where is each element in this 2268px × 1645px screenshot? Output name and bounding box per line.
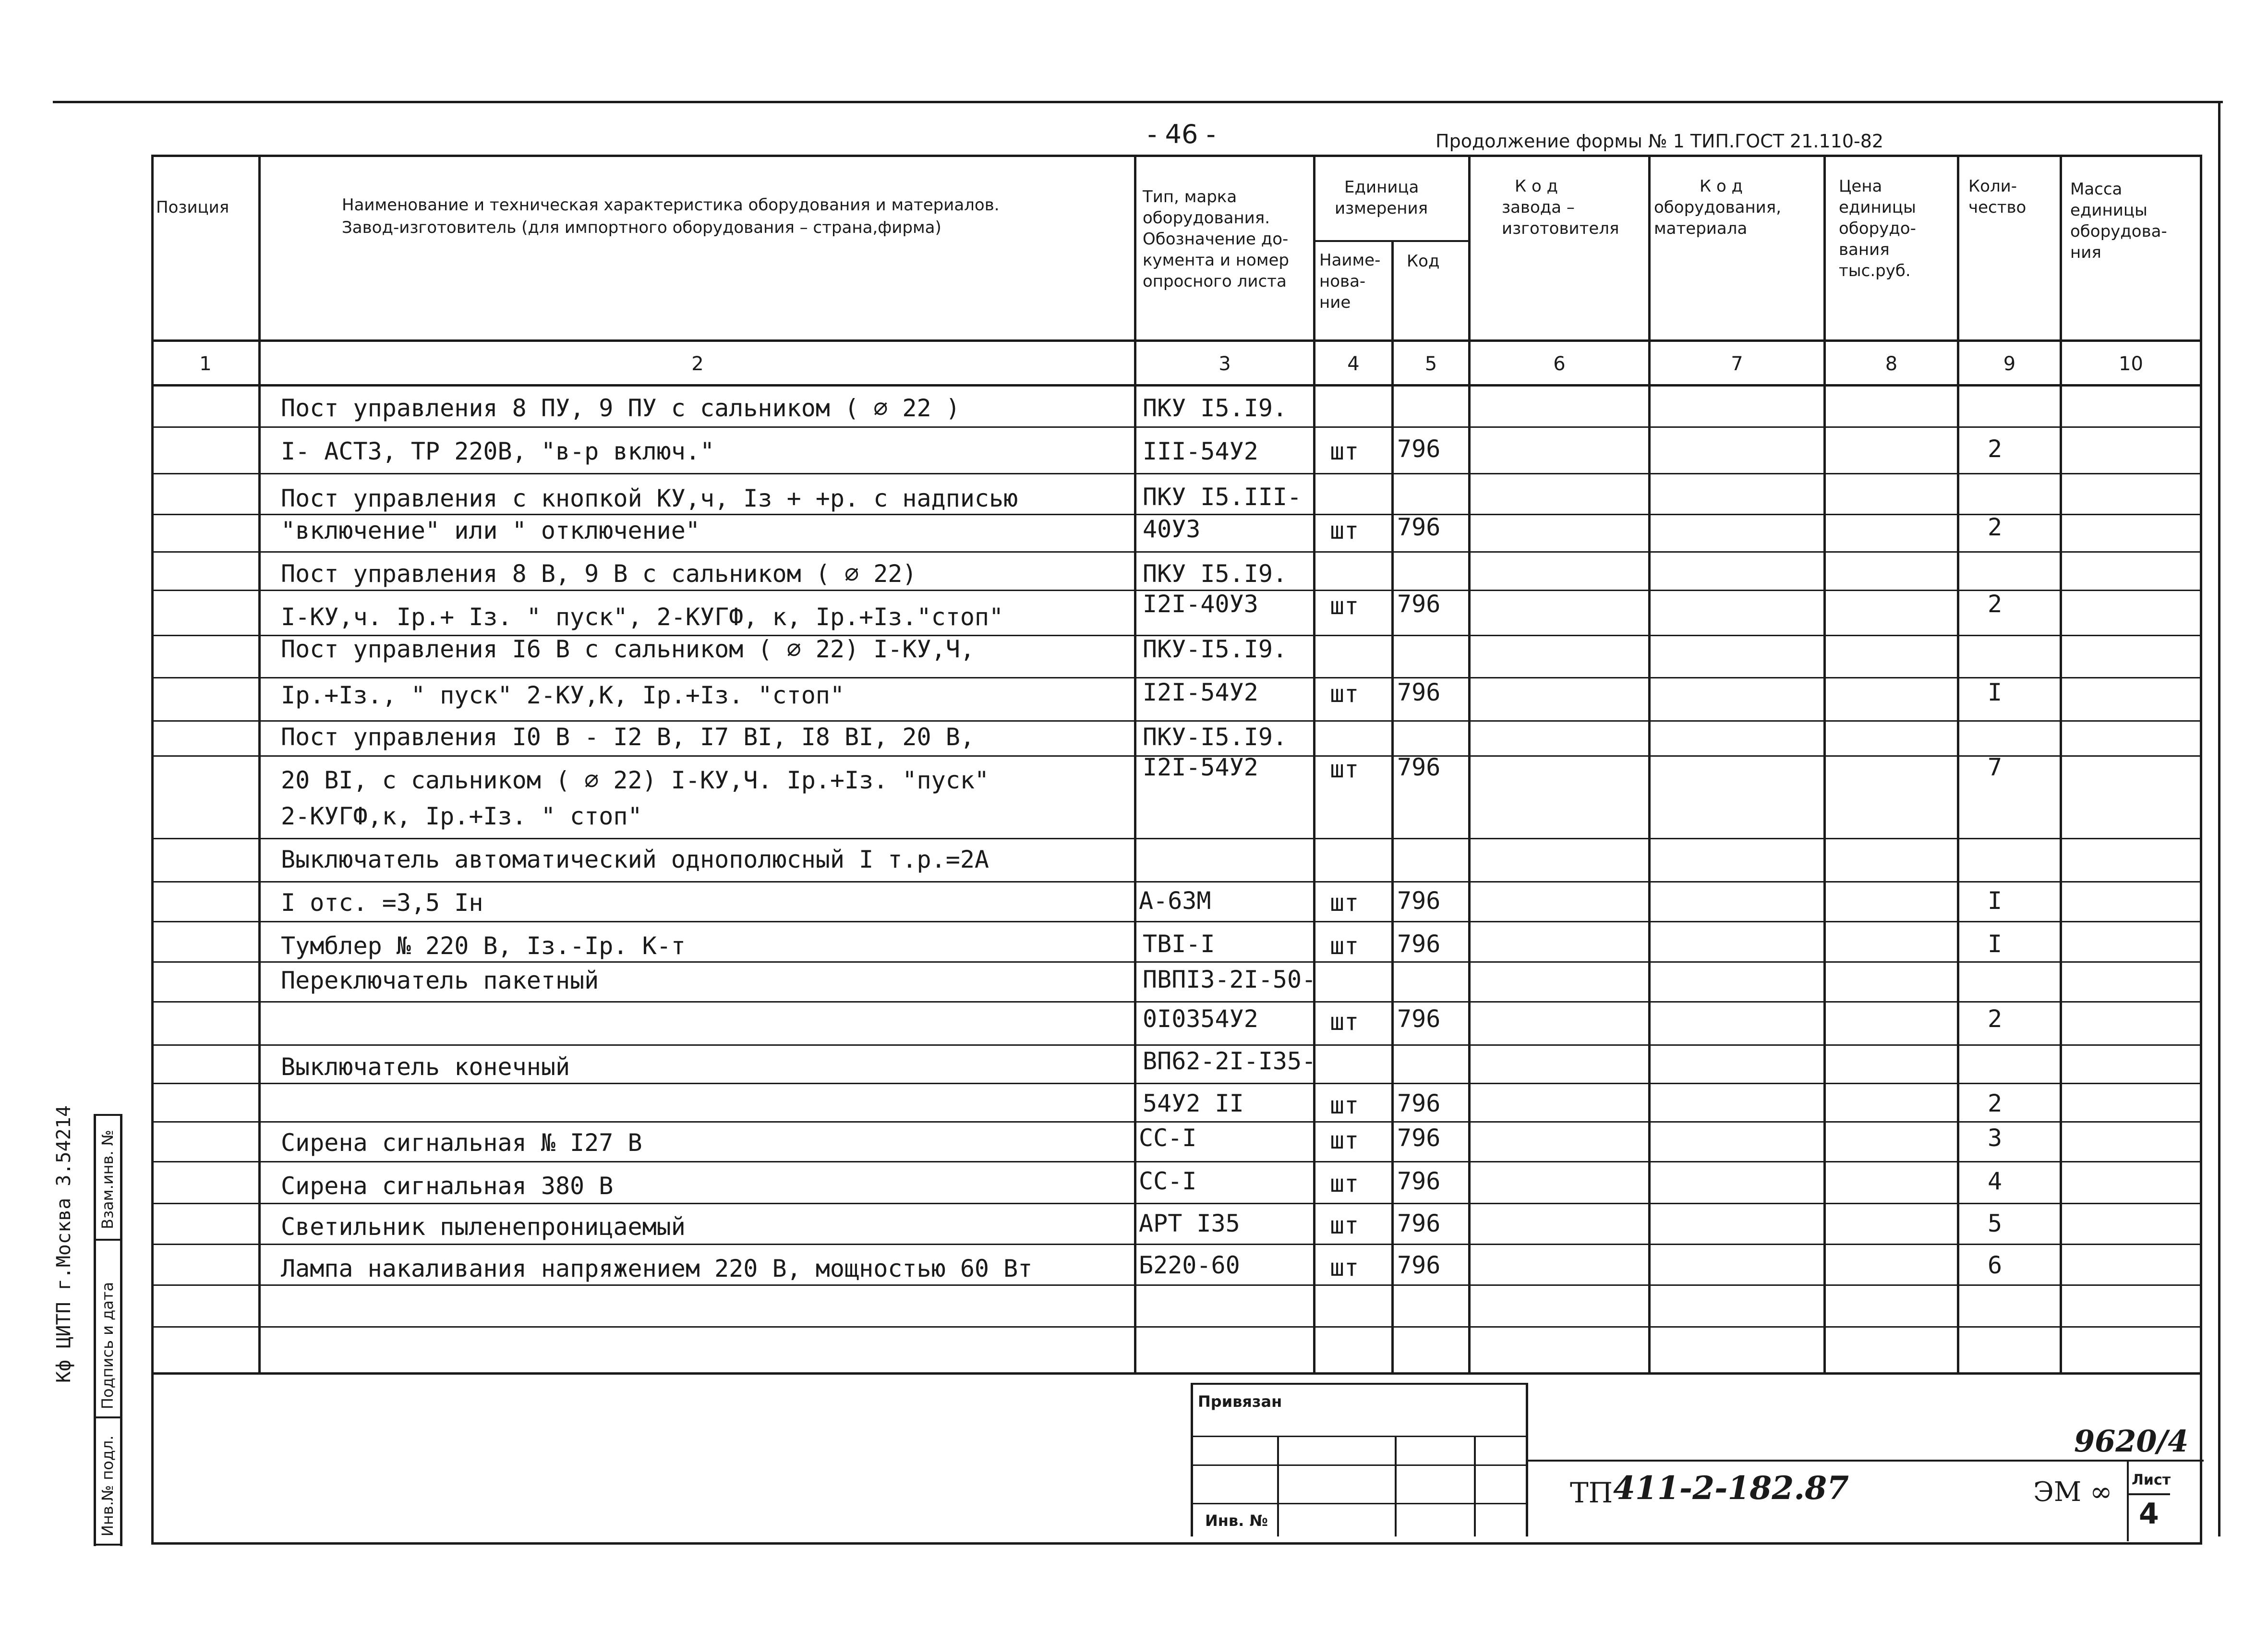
side-label-archive: Кф ЦИТП г.Москва 3.54214	[53, 1105, 75, 1383]
row-type: I2I-54У2	[1143, 678, 1258, 706]
col-line-7	[1823, 155, 1826, 1374]
row-line	[151, 1121, 2202, 1123]
row-unit: шт	[1330, 932, 1359, 960]
row-qty: 4	[1988, 1167, 2003, 1195]
side-label-podpis: Подпись и дата	[98, 1282, 117, 1409]
row-unit: шт	[1330, 1126, 1359, 1154]
row-type: ПКУ I5.I9.	[1143, 394, 1288, 422]
row-unit: шт	[1330, 1254, 1359, 1282]
table-top	[151, 155, 2202, 157]
row-qty: I	[1988, 930, 2003, 958]
stamp-tp-prefix: ТП	[1570, 1476, 1613, 1509]
table-bottom	[151, 1542, 2202, 1545]
row-name: I- АСТЗ, ТР 220В, "в-р включ."	[281, 437, 715, 465]
stamp-mark: ЭМ ∞	[2033, 1476, 2112, 1508]
stamp-privyazan: Привязан	[1198, 1392, 1282, 1411]
row-type: АРТ I35	[1139, 1210, 1240, 1237]
row-code: 796	[1397, 678, 1441, 706]
row-type: ПКУ I5.I9.	[1143, 560, 1288, 588]
row-qty: 2	[1988, 1005, 2003, 1033]
row-name: I-КУ,ч. Iр.+ Iз. " пуск", 2-КУГФ, к, Iр.+Iз."стоп"	[281, 603, 1004, 631]
row-type: ПКУ I5.III-	[1143, 483, 1302, 511]
row-line	[151, 1001, 2202, 1003]
row-type: ПВПI3-2I-50-	[1143, 966, 1316, 993]
header-name-line1: Наименование и техническая характеристика оборудования и материалов.	[342, 195, 1000, 215]
row-code: 796	[1397, 513, 1441, 541]
row-qty: 7	[1988, 753, 2003, 781]
top-frame-line	[53, 101, 2223, 103]
row-line	[151, 881, 2202, 883]
row-code: 796	[1397, 1124, 1441, 1152]
col-line-2	[1134, 155, 1136, 1374]
row-line	[151, 426, 2202, 428]
row-type: I2I-40У3	[1143, 590, 1258, 618]
row-name: 20 BI, с сальником ( ∅ 22) I-КУ,Ч. Iр.+Iз. "пуск"	[281, 766, 989, 794]
row-name: "включение" или " отключение"	[281, 517, 700, 544]
header-position: Позиция	[156, 198, 229, 217]
row-line	[151, 720, 2202, 722]
row-name: 2-КУГФ,к, Iр.+Iз. " стоп"	[281, 802, 642, 830]
row-name: Iр.+Iз., " пуск" 2-КУ,К, Iр.+Iз. "стоп"	[281, 681, 844, 709]
row-qty: 6	[1988, 1251, 2003, 1279]
header-unit-code: Код	[1407, 252, 1440, 271]
row-name: Лампа накаливания напряжением 220 В, мощностью 60 Вт	[281, 1255, 1033, 1282]
row-type: 0I0354У2	[1143, 1005, 1258, 1033]
right-frame-line	[2218, 101, 2220, 1536]
row-name: Пост управления 8 В, 9 В с сальником ( ∅ 22)	[281, 560, 917, 588]
row-type: ПКУ-I5.I9.	[1143, 635, 1288, 663]
row-code: 796	[1397, 435, 1441, 463]
row-code: 796	[1397, 590, 1441, 618]
row-unit: шт	[1330, 755, 1359, 783]
row-qty: 3	[1988, 1124, 2003, 1152]
row-qty: 5	[1988, 1210, 2003, 1237]
stamp-sheet-label: Лист	[2132, 1472, 2171, 1488]
row-unit: шт	[1330, 437, 1359, 465]
row-name: Сирена сигнальная 380 В	[281, 1172, 614, 1200]
row-line	[151, 1161, 2202, 1162]
row-code: 796	[1397, 930, 1441, 958]
row-name: Тумблер № 220 В, Iз.-Iр. К-т	[281, 932, 686, 960]
row-type: Б220-60	[1139, 1251, 1240, 1279]
row-unit: шт	[1330, 889, 1359, 917]
row-line	[151, 838, 2202, 839]
col-line-9	[2060, 155, 2062, 1374]
row-type: ТВI-I	[1143, 930, 1215, 958]
stamp-tp-number: 411-2-182.87	[1613, 1469, 1849, 1507]
row-qty: 2	[1988, 590, 2003, 618]
colnum-bottom-line	[151, 384, 2202, 387]
row-line	[151, 1044, 2202, 1046]
row-code: 796	[1397, 1167, 1441, 1195]
row-type: СС-I	[1139, 1124, 1197, 1152]
row-type: СС-I	[1139, 1167, 1197, 1195]
row-name: Выключатель конечный	[281, 1053, 570, 1081]
row-qty: 2	[1988, 513, 2003, 541]
side-label-inv: Инв.№ подл.	[98, 1435, 117, 1536]
row-type: ВП62-2I-I35-	[1143, 1047, 1316, 1075]
row-name: Пост управления I0 В - I2 В, I7 BI, I8 BI, 20 В,	[281, 723, 975, 751]
row-line	[151, 921, 2202, 922]
row-name: I отс. =3,5 Iн	[281, 889, 483, 917]
col-line-5	[1468, 155, 1471, 1374]
form-continuation: Продолжение формы № 1 ТИП.ГОСТ 21.110-82	[1436, 131, 1884, 152]
stamp-inv: Инв. №	[1205, 1512, 1268, 1530]
row-line	[151, 473, 2202, 474]
row-name: Переключатель пакетный	[281, 967, 599, 994]
col-line-6	[1648, 155, 1651, 1374]
header-bottom-line	[151, 339, 2202, 342]
row-qty: I	[1988, 887, 2003, 915]
row-unit: шт	[1330, 680, 1359, 708]
row-code: 796	[1397, 1089, 1441, 1117]
stamp-doc-number: 9620/4	[2074, 1424, 2189, 1459]
row-line	[151, 1326, 2202, 1328]
row-unit: шт	[1330, 1170, 1359, 1197]
row-unit: шт	[1330, 592, 1359, 620]
row-name: Пост управления с кнопкой КУ,ч, Iз + +р. с надписью	[281, 484, 1018, 512]
row-name: Выключатель автоматический однополюсный I т.р.=2А	[281, 846, 989, 873]
table-body-end-line	[151, 1372, 2202, 1375]
col-line-1	[258, 155, 261, 1374]
col-line-3	[1313, 155, 1315, 1374]
table-right	[2200, 155, 2202, 1545]
row-code: 796	[1397, 1251, 1441, 1279]
row-unit: шт	[1330, 1008, 1359, 1036]
row-line	[151, 1203, 2202, 1204]
header-name-line2: Завод-изготовитель (для импортного оборудования – страна,фирма)	[342, 218, 941, 237]
row-type: 54У2 II	[1143, 1089, 1244, 1117]
row-type: 40У3	[1143, 515, 1201, 543]
row-type: III-54У2	[1143, 437, 1258, 465]
stamp-sheet-number: 4	[2139, 1497, 2159, 1531]
row-line	[151, 551, 2202, 553]
row-qty: 2	[1988, 1089, 2003, 1117]
row-type: I2I-54У2	[1143, 753, 1258, 781]
row-code: 796	[1397, 1005, 1441, 1033]
row-name: Пост управления I6 В с сальником ( ∅ 22) I-КУ,Ч,	[281, 635, 975, 663]
row-line	[151, 961, 2202, 963]
row-name: Пост управления 8 ПУ, 9 ПУ с сальником ( ∅ 22 )	[281, 394, 960, 422]
row-code: 796	[1397, 753, 1441, 781]
row-name: Светильник пыленепроницаемый	[281, 1213, 686, 1241]
row-name: Сирена сигнальная № I27 В	[281, 1129, 642, 1157]
row-qty: 2	[1988, 435, 2003, 463]
row-unit: шт	[1330, 517, 1359, 544]
row-line	[151, 1284, 2202, 1286]
row-unit: шт	[1330, 1091, 1359, 1119]
row-line	[151, 1083, 2202, 1084]
row-unit: шт	[1330, 1211, 1359, 1239]
row-type: ПКУ-I5.I9.	[1143, 723, 1288, 751]
col-line-8	[1957, 155, 1959, 1374]
page-number: - 46 -	[1147, 119, 1216, 149]
row-type: А-63М	[1139, 887, 1211, 915]
row-line	[151, 1244, 2202, 1245]
row-code: 796	[1397, 1210, 1441, 1237]
side-label-vzam: Взам.инв. №	[98, 1129, 117, 1229]
row-qty: I	[1988, 678, 2003, 706]
unit-split-line	[1313, 240, 1471, 242]
row-code: 796	[1397, 887, 1441, 915]
